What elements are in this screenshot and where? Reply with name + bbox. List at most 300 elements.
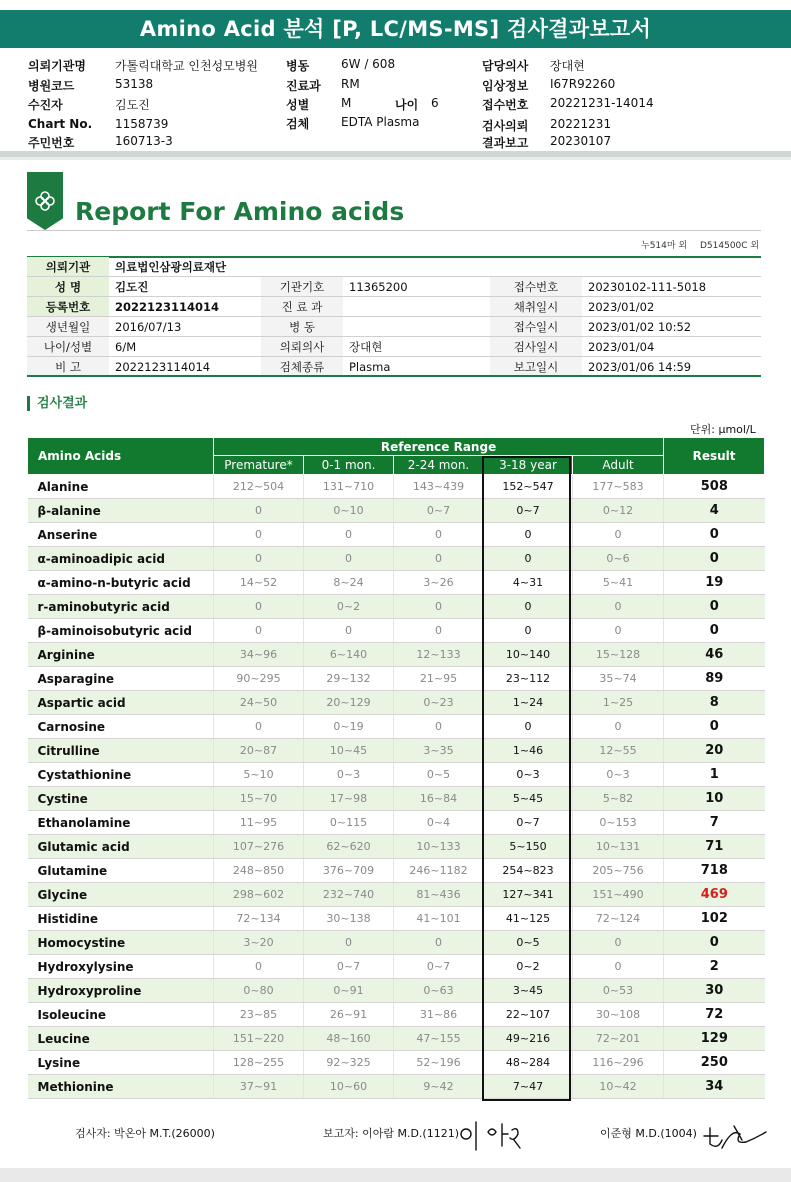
reference-range-cell: 5~150 (484, 835, 573, 859)
title-rule (27, 230, 761, 231)
result-value: 1 (664, 763, 765, 787)
table-row (28, 619, 765, 643)
table-row (28, 1051, 765, 1075)
header-divider-light (0, 157, 791, 160)
amino-acid-name: Methionine (28, 1075, 214, 1099)
hdr-value: I67R92260 (550, 77, 616, 91)
info-row (27, 297, 761, 317)
result-value: 46 (664, 643, 765, 667)
reference-range-cell: 48~160 (304, 1027, 394, 1051)
result-value: 129 (664, 1027, 765, 1051)
reference-range-cell: 52~196 (394, 1051, 484, 1075)
amino-acid-name: Isoleucine (28, 1003, 214, 1027)
reference-range-cell: 0 (214, 499, 304, 523)
reference-range-cell: 5~82 (573, 787, 664, 811)
reference-range-cell: 254~823 (484, 859, 573, 883)
reference-range-cell: 0~3 (484, 763, 573, 787)
result-value: 0 (664, 523, 765, 547)
table-row (28, 571, 765, 595)
reference-range-cell: 151~490 (573, 883, 664, 907)
reference-range-cell: 72~124 (573, 907, 664, 931)
reference-range-cell: 90~295 (214, 667, 304, 691)
info-value: 의료법인삼광의료재단 (109, 257, 761, 277)
reference-range-cell: 0~7 (484, 811, 573, 835)
reference-range-cell: 143~439 (394, 475, 484, 499)
reference-range-cell: 7~47 (484, 1075, 573, 1099)
reference-range-cell: 0~80 (214, 979, 304, 1003)
table-row (28, 475, 765, 499)
info-label: 등록번호 (27, 297, 109, 317)
hdr-label: 의뢰기관명 (28, 59, 86, 73)
result-value: 10 (664, 787, 765, 811)
reference-range-cell: 81~436 (394, 883, 484, 907)
info-label: 의뢰기관 (27, 257, 109, 277)
hdr-value: RM (341, 77, 360, 91)
reference-range-cell: 10~60 (304, 1075, 394, 1099)
reference-range-cell: 3~20 (214, 931, 304, 955)
reporter-signature-label: 보고자: 이아람 M.D.(1121) (323, 1127, 459, 1140)
amino-acid-name: Carnosine (28, 715, 214, 739)
hdr-value: 6 (431, 96, 439, 110)
reference-range-cell: 0~63 (394, 979, 484, 1003)
col-adult: Adult (573, 456, 664, 475)
amino-acid-name: Homocystine (28, 931, 214, 955)
reference-range-cell: 1~25 (573, 691, 664, 715)
table-row (28, 667, 765, 691)
reference-range-cell: 0 (304, 523, 394, 547)
info-label: 진 료 과 (261, 297, 343, 317)
table-row (28, 1075, 765, 1099)
reference-range-cell: 30~108 (573, 1003, 664, 1027)
info-value: 장대현 (343, 337, 490, 357)
report-title: Report For Amino acids (75, 197, 405, 226)
hdr-value: 20221231-14014 (550, 96, 654, 110)
hdr-label: Chart No. (28, 117, 93, 131)
reference-range-header: Reference Range (214, 438, 664, 456)
reference-range-cell: 205~756 (573, 859, 664, 883)
amino-acid-name: Asparagine (28, 667, 214, 691)
reference-range-cell: 0~53 (573, 979, 664, 1003)
reference-range-cell: 10~140 (484, 643, 573, 667)
hdr-value: EDTA Plasma (341, 115, 420, 129)
reference-range-cell: 17~98 (304, 787, 394, 811)
reference-range-cell: 128~255 (214, 1051, 304, 1075)
reference-range-cell: 41~125 (484, 907, 573, 931)
report-code-2: D514500C 외 (700, 241, 760, 251)
amino-acid-name: α-amino-n-butyric acid (28, 571, 214, 595)
info-value: Plasma (343, 357, 490, 377)
reference-range-cell: 30~138 (304, 907, 394, 931)
hdr-label: 검체 (286, 117, 310, 131)
info-value: 2016/07/13 (109, 317, 261, 337)
reference-range-cell: 0 (214, 595, 304, 619)
info-value (343, 297, 490, 317)
reference-range-cell: 116~296 (573, 1051, 664, 1075)
reference-range-cell: 6~140 (304, 643, 394, 667)
reference-range-cell: 0 (573, 715, 664, 739)
reference-range-cell: 62~620 (304, 835, 394, 859)
amino-acid-name: Arginine (28, 643, 214, 667)
info-value: 6/M (109, 337, 261, 357)
result-value: 250 (664, 1051, 765, 1075)
info-row (27, 257, 761, 277)
amino-acids-header: Amino Acids (28, 438, 214, 475)
table-row (28, 595, 765, 619)
result-value: 34 (664, 1075, 765, 1099)
table-row (28, 907, 765, 931)
table-row (28, 859, 765, 883)
amino-acid-name: β-alanine (28, 499, 214, 523)
hdr-value: 20230107 (550, 134, 612, 148)
reference-range-cell: 0~23 (394, 691, 484, 715)
reference-range-cell: 0 (573, 931, 664, 955)
hdr-label: 검사의뢰 (482, 119, 529, 133)
reference-range-cell: 23~112 (484, 667, 573, 691)
reference-range-cell: 0 (484, 595, 573, 619)
hdr-label: 임상정보 (482, 79, 529, 93)
table-row (28, 955, 765, 979)
amino-acid-name: Cystine (28, 787, 214, 811)
hdr-value: 1158739 (115, 117, 169, 131)
hdr-value: 53138 (115, 77, 154, 91)
reference-range-cell: 20~129 (304, 691, 394, 715)
reference-range-cell: 0 (573, 523, 664, 547)
reference-range-cell: 0 (573, 595, 664, 619)
reference-range-cell: 0~91 (304, 979, 394, 1003)
reference-range-cell: 24~50 (214, 691, 304, 715)
hdr-value: 6W / 608 (341, 57, 396, 71)
reference-range-cell: 0 (394, 715, 484, 739)
reference-range-cell: 12~133 (394, 643, 484, 667)
reference-range-cell: 14~52 (214, 571, 304, 595)
result-value: 89 (664, 667, 765, 691)
info-value: 11365200 (343, 277, 490, 297)
info-label: 보고일시 (490, 357, 582, 377)
reference-range-cell: 20~87 (214, 739, 304, 763)
result-value: 19 (664, 571, 765, 595)
reference-range-cell: 16~84 (394, 787, 484, 811)
report-code-1: 누514마 외 (641, 241, 688, 251)
hdr-label: 성별 (286, 98, 310, 112)
reference-range-cell: 1~46 (484, 739, 573, 763)
reference-range-cell: 0 (214, 619, 304, 643)
reference-range-cell: 10~45 (304, 739, 394, 763)
document-title: Amino Acid 분석 [P, LC/MS-MS] 검사결과보고서 (139, 17, 652, 41)
reference-range-cell: 34~96 (214, 643, 304, 667)
reference-range-cell: 35~74 (573, 667, 664, 691)
amino-acid-name: Cystathionine (28, 763, 214, 787)
col-premature: Premature* (214, 456, 304, 475)
reference-range-cell: 3~45 (484, 979, 573, 1003)
result-value: 469 (664, 883, 765, 907)
amino-acid-name: α-aminoadipic acid (28, 547, 214, 571)
reference-range-cell: 0 (484, 715, 573, 739)
hdr-label: 접수번호 (482, 98, 529, 112)
hdr-label: 병동 (286, 59, 310, 73)
info-label: 접수번호 (490, 277, 582, 297)
reference-range-cell: 151~220 (214, 1027, 304, 1051)
amino-acid-name: Histidine (28, 907, 214, 931)
approver-signature (700, 1118, 770, 1154)
info-row (27, 317, 761, 337)
reference-range-cell: 10~131 (573, 835, 664, 859)
reference-range-cell: 0~7 (394, 499, 484, 523)
reference-range-cell: 3~26 (394, 571, 484, 595)
table-row (28, 523, 765, 547)
reference-range-cell: 72~134 (214, 907, 304, 931)
reference-range-cell: 0 (304, 931, 394, 955)
reference-range-cell: 0~4 (394, 811, 484, 835)
page-bottom-strip (0, 1168, 791, 1182)
info-value (343, 317, 490, 337)
info-value: 2023/01/04 (582, 337, 761, 357)
hdr-label: 수진자 (28, 98, 63, 112)
info-label: 병 동 (261, 317, 343, 337)
reporter-signature (458, 1118, 528, 1154)
table-row (28, 811, 765, 835)
amino-acid-name: Glutamic acid (28, 835, 214, 859)
reference-range-cell: 0 (484, 523, 573, 547)
reference-range-cell: 298~602 (214, 883, 304, 907)
amino-acid-name: Hydroxyproline (28, 979, 214, 1003)
reference-range-cell: 0~3 (304, 763, 394, 787)
patient-info-table (27, 257, 761, 377)
reference-range-cell: 23~85 (214, 1003, 304, 1027)
info-label: 기관기호 (261, 277, 343, 297)
amino-acid-name: Anserine (28, 523, 214, 547)
results-table (27, 437, 765, 1099)
result-value: 0 (664, 715, 765, 739)
result-value: 7 (664, 811, 765, 835)
header-block (0, 0, 791, 150)
result-value: 2 (664, 955, 765, 979)
reference-range-cell: 0~115 (304, 811, 394, 835)
hdr-value: M (341, 96, 352, 110)
info-label: 생년월일 (27, 317, 109, 337)
approver-signature-label: 이준형 M.D.(1004) (600, 1127, 697, 1140)
reference-range-cell: 0~5 (484, 931, 573, 955)
result-value: 102 (664, 907, 765, 931)
result-header: Result (664, 438, 765, 475)
info-value: 2023/01/02 10:52 (582, 317, 761, 337)
tester-signature-label: 검사자: 박온아 M.T.(26000) (75, 1127, 215, 1140)
result-value: 20 (664, 739, 765, 763)
reference-range-cell: 0 (214, 715, 304, 739)
result-value: 8 (664, 691, 765, 715)
info-value: 2023/01/02 (582, 297, 761, 317)
reference-range-cell: 0 (214, 547, 304, 571)
col-2-24-mon: 2-24 mon. (394, 456, 484, 475)
info-row (27, 357, 761, 377)
reference-range-cell: 37~91 (214, 1075, 304, 1099)
table-row (28, 763, 765, 787)
reference-range-cell: 1~24 (484, 691, 573, 715)
col-3-18-year: 3-18 year (484, 456, 573, 475)
reference-range-cell: 0 (394, 619, 484, 643)
amino-acid-name: β-aminoisobutyric acid (28, 619, 214, 643)
amino-acid-name: Glutamine (28, 859, 214, 883)
lab-logo (27, 172, 63, 230)
info-label: 검사일시 (490, 337, 582, 357)
result-value: 71 (664, 835, 765, 859)
reference-range-cell: 107~276 (214, 835, 304, 859)
reference-range-cell: 0~2 (484, 955, 573, 979)
reference-range-cell: 5~10 (214, 763, 304, 787)
table-row (28, 739, 765, 763)
results-body (28, 475, 765, 1099)
section-title: 검사결과 (27, 396, 87, 411)
reference-range-cell: 246~1182 (394, 859, 484, 883)
reference-range-cell: 72~201 (573, 1027, 664, 1051)
result-value: 508 (664, 475, 765, 499)
reference-range-cell: 49~216 (484, 1027, 573, 1051)
reference-range-cell: 4~31 (484, 571, 573, 595)
reference-range-cell: 232~740 (304, 883, 394, 907)
reference-range-cell: 0 (304, 619, 394, 643)
table-row (28, 499, 765, 523)
result-value: 0 (664, 547, 765, 571)
hdr-label: 담당의사 (482, 59, 529, 73)
reference-range-cell: 21~95 (394, 667, 484, 691)
table-row (28, 715, 765, 739)
reference-range-cell: 29~132 (304, 667, 394, 691)
reference-range-cell: 8~24 (304, 571, 394, 595)
reference-range-cell: 9~42 (394, 1075, 484, 1099)
reference-range-cell: 47~155 (394, 1027, 484, 1051)
table-row (28, 787, 765, 811)
amino-acid-name: Alanine (28, 475, 214, 499)
reference-range-cell: 0 (394, 523, 484, 547)
hdr-label: 진료과 (286, 79, 321, 93)
amino-acid-name: Aspartic acid (28, 691, 214, 715)
result-value: 72 (664, 1003, 765, 1027)
header-row (28, 438, 765, 456)
amino-acid-name: Leucine (28, 1027, 214, 1051)
hdr-value: 160713-3 (115, 134, 173, 148)
hdr-value: 가톨릭대학교 인천성모병원 (115, 59, 258, 73)
table-row (28, 691, 765, 715)
reference-range-cell: 248~850 (214, 859, 304, 883)
reference-range-cell: 5~41 (573, 571, 664, 595)
info-value: 2023/01/06 14:59 (582, 357, 761, 377)
reference-range-cell: 31~86 (394, 1003, 484, 1027)
hdr-label: 나이 (395, 98, 419, 112)
info-value: 2022123114014 (109, 297, 261, 317)
hdr-value: 장대현 (550, 59, 585, 73)
reference-range-cell: 41~101 (394, 907, 484, 931)
amino-acid-name: Hydroxylysine (28, 955, 214, 979)
table-row (28, 883, 765, 907)
info-row (27, 277, 761, 297)
result-value: 0 (664, 619, 765, 643)
reference-range-cell: 177~583 (573, 475, 664, 499)
info-row (27, 337, 761, 357)
reference-range-cell: 0~5 (394, 763, 484, 787)
reference-range-cell: 48~284 (484, 1051, 573, 1075)
result-value: 30 (664, 979, 765, 1003)
reference-range-cell: 0~6 (573, 547, 664, 571)
info-bottom-rule (27, 375, 761, 377)
table-row (28, 931, 765, 955)
hdr-label: 병원코드 (28, 79, 75, 93)
amino-acid-name: Glycine (28, 883, 214, 907)
reference-range-cell: 376~709 (304, 859, 394, 883)
hdr-value: 김도진 (115, 98, 150, 112)
reference-range-cell: 15~70 (214, 787, 304, 811)
info-label: 접수일시 (490, 317, 582, 337)
unit-label: 단위: μmol/L (690, 423, 756, 436)
info-label: 검체종류 (261, 357, 343, 377)
reference-range-cell: 10~133 (394, 835, 484, 859)
reference-range-cell: 0~7 (394, 955, 484, 979)
reference-range-cell: 0 (573, 619, 664, 643)
reference-range-cell: 22~107 (484, 1003, 573, 1027)
reference-range-cell: 10~42 (573, 1075, 664, 1099)
info-value: 김도진 (109, 277, 261, 297)
reference-range-cell: 0 (484, 547, 573, 571)
result-value: 0 (664, 931, 765, 955)
reference-range-cell: 0~3 (573, 763, 664, 787)
hdr-value: 20221231 (550, 117, 612, 131)
reference-range-cell: 212~504 (214, 475, 304, 499)
reference-range-cell: 0 (214, 523, 304, 547)
reference-range-cell: 0~7 (304, 955, 394, 979)
reference-range-cell: 0~10 (304, 499, 394, 523)
reference-range-cell: 0 (394, 931, 484, 955)
reference-range-cell: 0~7 (484, 499, 573, 523)
result-value: 718 (664, 859, 765, 883)
info-label: 의뢰의사 (261, 337, 343, 357)
table-row (28, 835, 765, 859)
reference-range-cell: 0~19 (304, 715, 394, 739)
reference-range-cell: 0 (304, 547, 394, 571)
info-label: 나이/성별 (27, 337, 109, 357)
reference-range-cell: 26~91 (304, 1003, 394, 1027)
amino-acid-name: Citrulline (28, 739, 214, 763)
reference-range-cell: 0 (394, 595, 484, 619)
reference-range-cell: 0~12 (573, 499, 664, 523)
reference-range-cell: 3~35 (394, 739, 484, 763)
reference-range-cell: 0 (573, 955, 664, 979)
reference-range-cell: 11~95 (214, 811, 304, 835)
table-row (28, 979, 765, 1003)
col-0-1-mon: 0-1 mon. (304, 456, 394, 475)
reference-range-cell: 5~45 (484, 787, 573, 811)
clover-icon (34, 190, 56, 212)
info-label: 채취일시 (490, 297, 582, 317)
info-value: 20230102-111-5018 (582, 277, 761, 297)
reference-range-cell: 131~710 (304, 475, 394, 499)
amino-acid-name: Lysine (28, 1051, 214, 1075)
reference-range-cell: 92~325 (304, 1051, 394, 1075)
table-row (28, 1027, 765, 1051)
reference-range-cell: 12~55 (573, 739, 664, 763)
hdr-label: 결과보고 (482, 136, 529, 150)
reference-range-cell: 152~547 (484, 475, 573, 499)
table-row (28, 1003, 765, 1027)
info-label: 성 명 (27, 277, 109, 297)
result-value: 4 (664, 499, 765, 523)
reference-range-cell: 0~2 (304, 595, 394, 619)
hdr-label: 주민번호 (28, 136, 75, 150)
amino-acid-name: Ethanolamine (28, 811, 214, 835)
reference-range-cell: 0 (394, 547, 484, 571)
table-row (28, 643, 765, 667)
result-value: 0 (664, 595, 765, 619)
reference-range-cell: 15~128 (573, 643, 664, 667)
amino-acid-name: r-aminobutyric acid (28, 595, 214, 619)
reference-range-cell: 0 (484, 619, 573, 643)
